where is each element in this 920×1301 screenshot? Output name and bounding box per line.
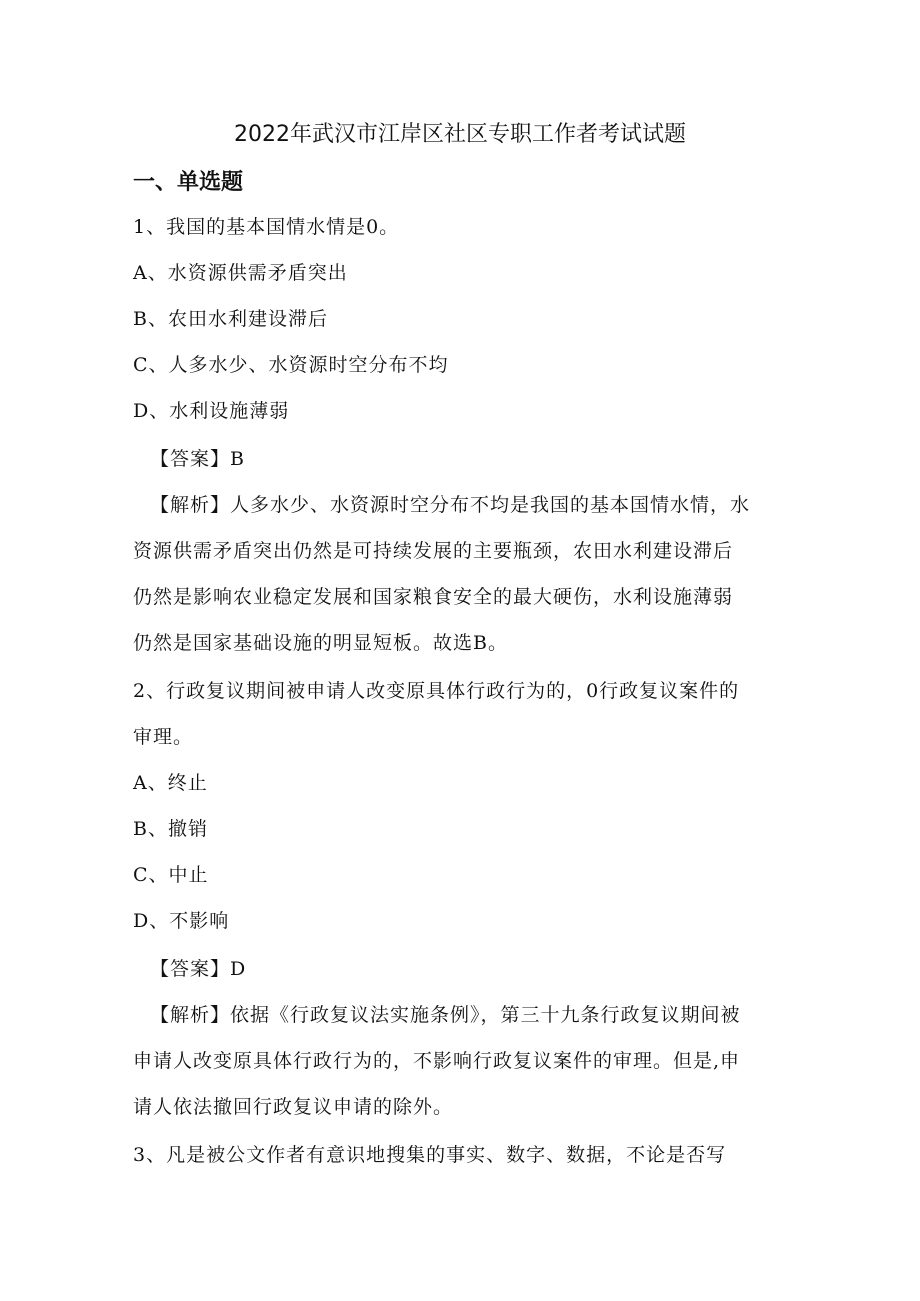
question-1-option-c: C、人多水少、水资源时空分布不均 <box>133 354 449 376</box>
question-3-stem: 3、凡是被公文作者有意识地搜集的事实、数字、数据，不论是否写 <box>133 1144 727 1166</box>
question-2-analysis-line-2: 申请人改变原具体行政行为的，不影响行政复议案件的审理。但是,申 <box>133 1050 741 1072</box>
analysis-text: 人多水少、水资源时空分布不均是我国的基本国情水情，水 <box>230 494 751 516</box>
question-1-answer <box>150 444 245 474</box>
question-1-analysis-line-1 <box>150 490 750 520</box>
question-2-option-a: A、终止 <box>133 772 208 794</box>
answer-value: D <box>230 958 247 980</box>
question-2-answer <box>150 954 246 984</box>
question-1-option-b: B、农田水利建设滞后 <box>133 308 328 330</box>
question-2-option-c: C、中止 <box>133 864 209 886</box>
question-1-option-d: D、水利设施薄弱 <box>133 400 290 422</box>
question-2-analysis-line-1 <box>150 1000 741 1030</box>
question-1-analysis-line-4: 仍然是国家基础设施的明显短板。故选B。 <box>133 632 508 654</box>
analysis-label: 【解析】 <box>150 494 231 516</box>
question-2-option-d: D、不影响 <box>133 910 230 932</box>
question-2-stem-line-2: 审理。 <box>133 726 194 748</box>
answer-label: 【答案】 <box>150 958 231 980</box>
question-2-option-b: B、撤销 <box>133 818 208 840</box>
question-1-analysis-line-2: 资源供需矛盾突出仍然是可持续发展的主要瓶颈，农田水利建设滞后 <box>133 540 734 562</box>
question-1-stem: 1、我国的基本国情水情是0。 <box>133 216 400 238</box>
answer-label: 【答案】 <box>150 448 231 470</box>
analysis-text: 依据《行政复议法实施条例》，第三十九条行政复议期间被 <box>230 1004 741 1026</box>
question-1-analysis-line-3: 仍然是影响农业稳定发展和国家粮食安全的最大硬伤，水利设施薄弱 <box>133 586 734 608</box>
answer-value: B <box>230 448 245 470</box>
section-heading: 一、单选题 <box>133 170 244 195</box>
question-2-stem-line-1: 2、行政复议期间被申请人改变原具体行政行为的，0行政复议案件的 <box>133 680 740 702</box>
analysis-label: 【解析】 <box>150 1004 231 1026</box>
document-title: 2022年武汉市江岸区社区专职工作者考试试题 <box>234 122 686 147</box>
question-1-option-a: A、水资源供需矛盾突出 <box>133 262 348 284</box>
question-2-analysis-line-3: 请人依法撤回行政复议申请的除外。 <box>133 1096 454 1118</box>
